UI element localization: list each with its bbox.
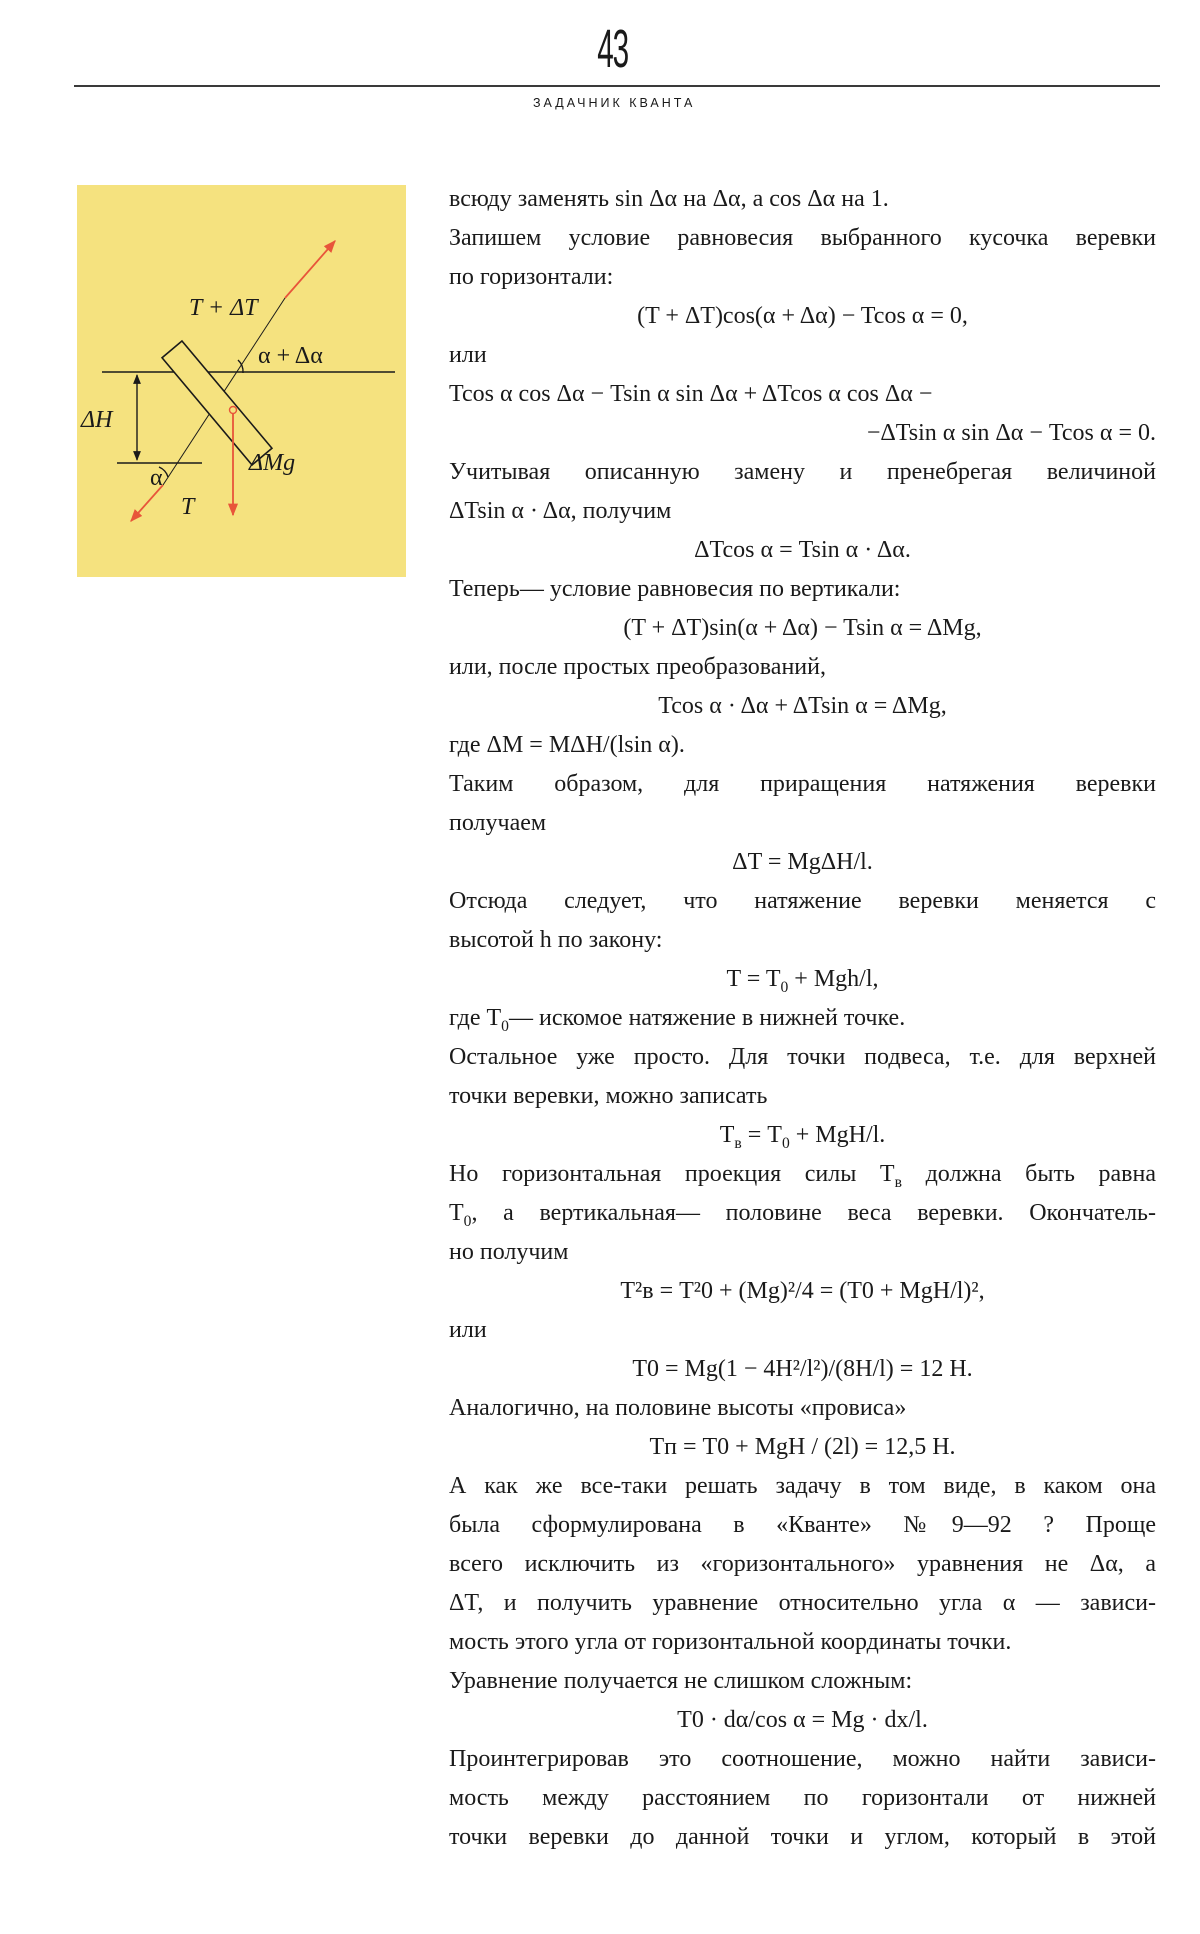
body-line: или, после простых преобразований, — [449, 654, 826, 680]
equation: −ΔTsin α sin Δα − Tcos α = 0. — [866, 420, 1156, 446]
equation: Tп = T0 + MgH / (2l) = 12,5 Н. — [649, 1434, 956, 1460]
center-of-mass — [230, 407, 237, 414]
equation: T0 · dα/cos α = Mg · dx/l. — [677, 1707, 928, 1733]
equation: ΔTcos α = Tsin α · Δα. — [694, 537, 911, 563]
body-line: по горизонтали: — [449, 264, 614, 290]
body-line: Остальное уже просто. Для точки подвеса, т.е. для верхней — [449, 1044, 1156, 1070]
rope-segment — [162, 341, 272, 465]
body-line: или — [449, 342, 487, 368]
body-line: высотой h по закону: — [449, 927, 663, 953]
tension-top-arrow — [285, 241, 335, 298]
force-diagram-svg — [77, 185, 406, 577]
page-number: 43 — [597, 19, 629, 79]
body-line: Уравнение получается не слишком сложным: — [449, 1668, 913, 1694]
header-rule — [74, 85, 1160, 87]
body-line: где $T_0—$ искомое натяжение в нижней точке. — [449, 1005, 906, 1035]
label-angle-bottom: α — [150, 465, 163, 491]
label-weight: ΔMg — [249, 450, 296, 476]
body-line: Таким образом, для приращения натяжения веревки — [449, 771, 1156, 797]
body-line: ΔT, и получить уравнение относительно угла α — зависи- — [449, 1590, 1156, 1616]
body-line: А как же все-таки решать задачу в том виде, в каком она — [449, 1473, 1156, 1499]
equation: $T = T_0 + Mgh/l$, — [726, 966, 879, 996]
equation: T²в = T²0 + (Mg)²/4 = (T0 + MgH/l)², — [620, 1278, 985, 1304]
running-title: ЗАДАЧНИК КВАНТА — [533, 96, 696, 110]
body-line: Отсюда следует, что натяжение веревки меняется с — [449, 888, 1156, 914]
equation: T0 = Mg(1 − 4H²/l²)/(8H/l) = 12 Н. — [632, 1356, 973, 1382]
body-column — [449, 180, 1156, 1857]
body-line: Запишем условие равновесия выбранного кусочка веревки — [449, 225, 1156, 251]
body-line: $T_0$, а вертикальная— половине веса веревки. Окончатель- — [449, 1200, 1156, 1230]
label-angle-top: α + Δα — [258, 343, 323, 369]
label-height: ΔH — [81, 407, 113, 433]
body-line: где ΔM = MΔH/(lsin α). — [449, 732, 685, 758]
equation: (T + ΔT)cos(α + Δα) − Tcos α = 0, — [637, 303, 968, 329]
body-line: Учитывая описанную замену и пренебрегая величиной — [449, 459, 1156, 485]
label-tension-bottom: T — [181, 494, 195, 520]
label-tension-top: T + ΔT — [189, 295, 258, 321]
force-diagram — [77, 185, 406, 577]
body-line: всего исключить из «горизонтального» уравнения не Δα, а — [449, 1551, 1156, 1577]
body-line: Аналогично, на половине высоты «провиса» — [449, 1395, 907, 1421]
equation: Tcos α cos Δα − Tsin α sin Δα + ΔTcos α cos Δα − — [449, 381, 933, 407]
body-line: точки веревки до данной точки и углом, который в этой — [449, 1824, 1156, 1850]
body-line: точки веревки, можно записать — [449, 1083, 768, 1109]
body-line: Но горизонтальная проекция силы $T_в$ должна быть равна — [449, 1161, 1157, 1191]
body-line: была сформулирована в «Кванте» №9—92 ? Проще — [449, 1512, 1156, 1538]
body-line: Теперь— условие равновесия по вертикали: — [449, 576, 901, 602]
equation: Tcos α · Δα + ΔTsin α = ΔMg, — [658, 693, 947, 719]
body-line: но получим — [449, 1239, 569, 1265]
body-line: мость между расстоянием по горизонтали от нижней — [449, 1785, 1156, 1811]
body-line: получаем — [449, 810, 547, 836]
body-line: всюду заменять sin Δα на Δα, a cos Δα на 1. — [449, 186, 889, 212]
equation: $T_в = T_0 + MgH/l$. — [719, 1122, 886, 1152]
body-line: ΔTsin α · Δα, получим — [449, 498, 672, 524]
body-line: или — [449, 1317, 487, 1343]
equation: (T + ΔT)sin(α + Δα) − Tsin α = ΔMg, — [623, 615, 982, 641]
body-line: Проинтегрировав это соотношение, можно найти зависи- — [449, 1746, 1156, 1772]
equation: ΔT = MgΔH/l. — [732, 849, 873, 875]
body-line: мость этого угла от горизонтальной координаты точки. — [449, 1629, 1012, 1655]
